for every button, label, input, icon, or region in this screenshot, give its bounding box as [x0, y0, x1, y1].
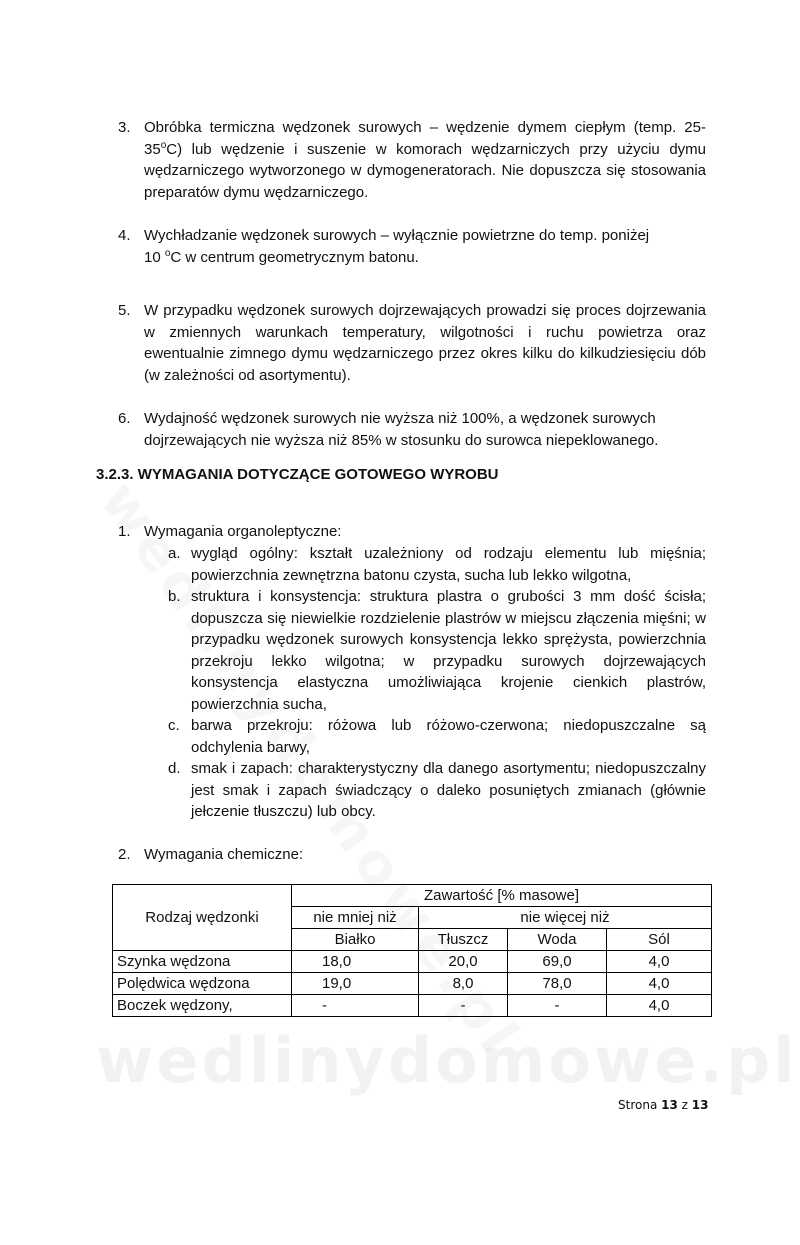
- item-text: Obróbka termiczna wędzonek surowych – wędzenie dymem ciepłym (temp. 25-35$^o$C) lub wędzenie i suszenie w komorach wędzarniczych przy użyciu dymu wędzarniczego wytworzonego w dymogeneratorach. Nie dopuszcza się stosowania preparatów dymu wędzarniczego.: [144, 119, 706, 201]
- item-number: 5.: [118, 302, 131, 319]
- item-number: 6.: [118, 410, 131, 427]
- table-row: Boczek wędzony, - - - 4,0: [113, 995, 712, 1017]
- organoleptic-item-b: b. struktura i konsystencja: struktura plastra o grubości 3 mm dość ścisła; dopuszcza się niewielkie rozdzielenie plastrów w miejscu złączenia mięśni; w przypadku wędzonek surowych konsystencja lekko sprężysta, powierzchnia przekroju lekko wilgotna; w przypadku surowych dojrzewających konsystencja elastyczna umożliwiająca krojenie cienkich plastrów, powierzchnia sucha,: [168, 588, 706, 713]
- list-item-3: [118, 117, 706, 203]
- list-item-5: [118, 300, 706, 386]
- table-col-header: Sól: [607, 929, 712, 951]
- organoleptic-item-d: d. smak i zapach: charakterystyczny dla danego asortymentu; niedopuszczalny jest smak i zapach świadczący o daleko posuniętych zmianach (głównie jełczenie tłuszczu) lub obcy.: [168, 760, 706, 820]
- organoleptic-list: [168, 543, 706, 823]
- organoleptic-item-c: c. barwa przekroju: różowa lub różowo-czerwona; niedopuszczalne są odchylenia barwy,: [168, 717, 706, 756]
- item-number: 3.: [118, 119, 131, 136]
- table-col-header: Tłuszcz: [419, 929, 508, 951]
- table-col-header: Białko: [292, 929, 419, 951]
- table-row: Szynka wędzona 18,0 20,0 69,0 4,0: [113, 951, 712, 973]
- requirement-chemical: 2. Wymagania chemiczne:: [118, 846, 304, 863]
- table-col-header: Woda: [508, 929, 607, 951]
- list-item-4: [118, 225, 706, 268]
- item-text: Wychładzanie wędzonek surowych – wyłącznie powietrzne do temp. poniżej 10 $^o$C w centrum geometrycznym batonu.: [144, 227, 650, 266]
- requirement-organoleptic: 1. Wymagania organoleptyczne:: [118, 523, 342, 540]
- item-text: Wydajność wędzonek surowych nie wyższa niż 100%, a wędzonek surowych dojrzewających nie wyższa niż 85% w stosunku do surowca niepeklowanego.: [144, 410, 659, 449]
- table-group-header: Zawartość [% masowe]: [292, 885, 712, 907]
- page-footer: Strona 13 z 13: [618, 1098, 709, 1112]
- chemical-requirements-table: [112, 884, 712, 1017]
- item-number: 4.: [118, 227, 131, 244]
- table-row: Polędwica wędzona 19,0 8,0 78,0 4,0: [113, 973, 712, 995]
- section-heading: 3.2.3. WYMAGANIA DOTYCZĄCE GOTOWEGO WYROBU: [96, 466, 499, 483]
- list-item-6: [118, 408, 706, 451]
- watermark: wedlinydomowe.pl: [96, 1024, 798, 1097]
- table-min-header: nie mniej niż: [292, 907, 419, 929]
- organoleptic-item-a: a. wygląd ogólny: kształt uzależniony od rodzaju elementu lub mięśnia; powierzchnia zewnętrzna batonu czysta, sucha lub lekko wilgotna,: [168, 545, 706, 584]
- item-text: W przypadku wędzonek surowych dojrzewających prowadzi się proces dojrzewania w zmiennych warunkach temperatury, wilgotności i ruchu powietrza oraz ewentualnie zimnego dymu wędzarniczego przez okres kilku do kilkudziesięciu dób (w zależności od asortymentu).: [144, 302, 706, 384]
- table-max-header: nie więcej niż: [419, 907, 712, 929]
- table-row-header: Rodzaj wędzonki: [113, 885, 292, 951]
